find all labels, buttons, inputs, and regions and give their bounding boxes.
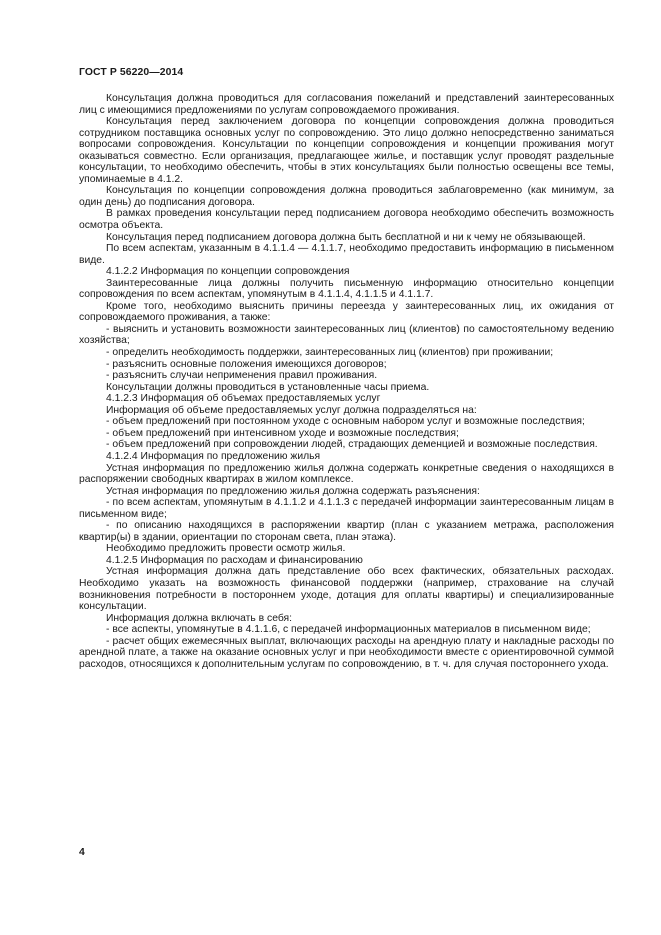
list-item: - объем предложений при постоянном уходе с основным набором услуг и возможные последствия; bbox=[106, 416, 585, 428]
paragraph: Необходимо предложить провести осмотр жилья. bbox=[106, 543, 346, 555]
section-heading: 4.1.2.5 Информация по расходам и финансированию bbox=[106, 554, 363, 566]
paragraph: Консультация должна проводиться для согласования пожеланий и представлений заинтересованных лиц с имеющимися предложениями по услугам сопровождаемого проживания. bbox=[79, 93, 614, 116]
standard-code-header: ГОСТ Р 56220—2014 bbox=[79, 67, 184, 78]
list-item: - выяснить и установить возможности заинтересованных лиц (клиентов) по самостоятельному ведению хозяйства; bbox=[79, 323, 614, 347]
paragraph: Кроме того, необходимо выяснить причины переезда у заинтересованных лиц, их ожидания от сопровождаемого проживания, а также: bbox=[79, 300, 614, 324]
list-item: - определить необходимость поддержки, заинтересованных лиц (клиентов) при проживании; bbox=[106, 347, 554, 359]
list-item: - все аспекты, упомянутые в 4.1.1.6, с передачей информационных материалов в письменном виде; bbox=[106, 624, 591, 636]
list-item: - разъяснить основные положения имеющихся договоров; bbox=[106, 358, 387, 370]
paragraph: По всем аспектам, указанным в 4.1.1.4 — 4.1.1.7, необходимо предоставить информацию в письменном виде. bbox=[79, 243, 614, 266]
paragraph: Консультация перед заключением договора по концепции сопровождения должна проводиться сотрудником поставщика основных услуг по сопровождению. Это лицо должно непосредственно заниматься вопросами сопровождения. Консультации по концепции сопровождения и концепции проживания могут оказываться совместно. Если организация, предлагающее жилье, и поставщик услуг проводят раздельные консультации, то необходимо обеспечить, чтобы в этих консультациях были полностью освещены все темы, упоминаемые в 4.1.2. bbox=[79, 116, 614, 185]
paragraph: Информация должна включать в себя: bbox=[106, 612, 293, 624]
paragraph: Консультация по концепции сопровождения должна проводиться заблаговременно (как минимум, за один день) до подписания договора. bbox=[79, 185, 614, 208]
paragraph: Консультации должны проводиться в установленные часы приема. bbox=[106, 381, 430, 393]
list-item: - по описанию находящихся в распоряжении квартир (план с указанием метража, расположения квартир(ы) в здании, ориентации по сторонам света, план этажа). bbox=[79, 520, 614, 543]
paragraph: Заинтересованные лица должны получить письменную информацию относительно концепции сопровождения по всем аспектам, упомянутым в 4.1.1.4, 4.1.1.5 и 4.1.1.7. bbox=[79, 277, 614, 301]
list-item: - объем предложений при сопровождении людей, страдающих деменцией и возможные последствия. bbox=[106, 439, 598, 451]
page-number: 4 bbox=[79, 847, 85, 858]
list-item: - разъяснить случаи неприменения правил проживания. bbox=[106, 370, 378, 382]
list-item: - по всем аспектам, упомянутым в 4.1.1.2 и 4.1.1.3 с передачей информации заинтересованным лицам в письменном виде; bbox=[79, 497, 614, 520]
section-heading: 4.1.2.2 Информация по концепции сопровождения bbox=[106, 266, 350, 278]
section-heading: 4.1.2.4 Информация по предложению жилья bbox=[106, 450, 321, 462]
section-heading: 4.1.2.3 Информация об объемах предоставляемых услуг bbox=[106, 393, 381, 405]
paragraph: Информация об объеме предоставляемых услуг должна подразделяться на: bbox=[106, 404, 477, 416]
paragraph: Устная информация по предложению жилья должна содержать разъяснения: bbox=[106, 485, 480, 497]
paragraph: В рамках проведения консультации перед подписанием договора необходимо обеспечить возможность осмотра объекта. bbox=[79, 208, 614, 232]
list-item: - объем предложений при интенсивном уходе и возможные последствия; bbox=[106, 427, 459, 439]
paragraph: Устная информация по предложению жилья должна содержать конкретные сведения о находящихся в распоряжении свободных квартирах в жилом комплексе. bbox=[79, 462, 614, 486]
list-item: - расчет общих ежемесячных выплат, включающих расходы на арендную плату и накладные расходы по арендной плате, а также на оказание основных услуг и при необходимости вместе с ориентировочной суммой расходов, относящихся к дополнительным услугам по сопровождению, в т. ч. для случая постороннего ухода. bbox=[79, 635, 614, 670]
body-text bbox=[79, 93, 614, 670]
paragraph: Консультация перед подписанием договора должна быть бесплатной и ни к чему не обязывающей. bbox=[106, 231, 586, 243]
paragraph: Устная информация должна дать представление обо всех фактических, обязательных расходах. Необходимо указать на возможность финансовой поддержки (например, страхование на случай возникновения потребности в постороннем уходе, дотация для оплаты квартиры) и специализированные консультации. bbox=[79, 566, 614, 613]
